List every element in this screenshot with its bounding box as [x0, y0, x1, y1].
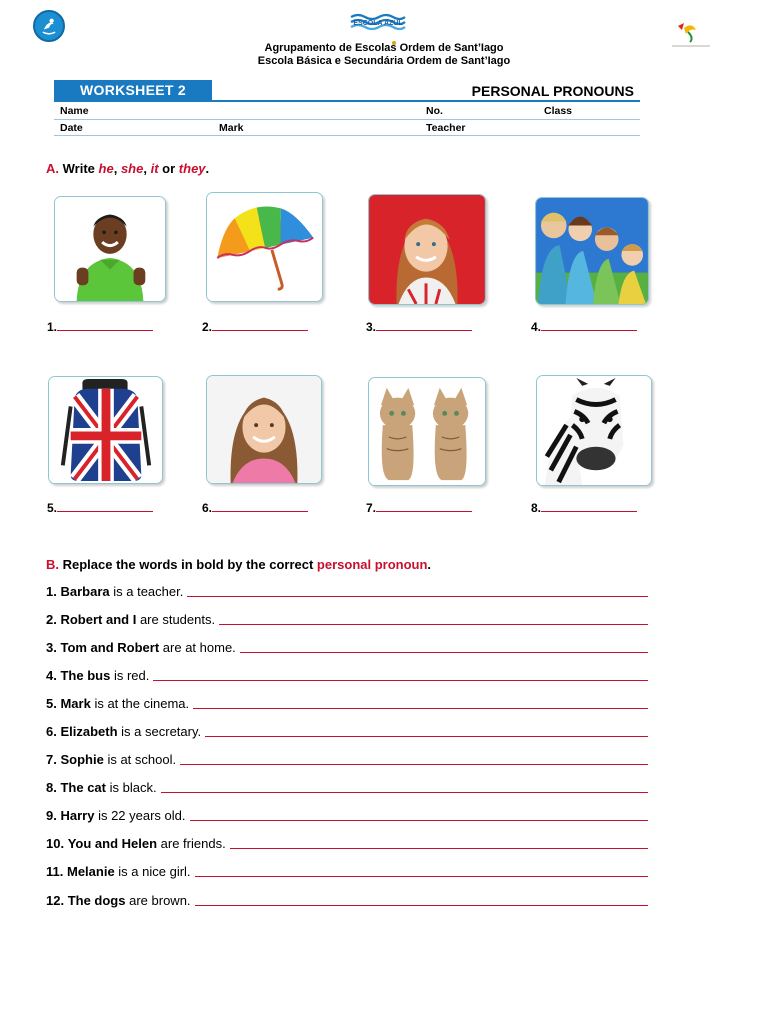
- pronoun-he: he: [98, 161, 114, 176]
- sentence-number: 11.: [46, 864, 64, 879]
- sentence-number: 8.: [46, 780, 57, 795]
- group-of-children-image: [535, 197, 649, 305]
- sentence-number: 7.: [46, 752, 57, 767]
- answer-line[interactable]: [366, 318, 472, 334]
- sentence-row: [46, 808, 648, 823]
- pronoun-she: she: [120, 161, 144, 176]
- escola-azul-logo: [349, 12, 407, 46]
- answer-line[interactable]: [531, 318, 637, 334]
- sentence-number: 5.: [46, 696, 57, 711]
- answer-blank[interactable]: [541, 499, 637, 512]
- item-number: 6.: [202, 501, 213, 515]
- answer-blank[interactable]: [57, 499, 153, 512]
- boy-thumbs-up-image: [54, 196, 166, 302]
- sentence-number: 10.: [46, 836, 65, 851]
- sentence-number: 6.: [46, 724, 57, 739]
- sentence-row: [46, 640, 648, 655]
- field-row-divider: [54, 119, 640, 120]
- mark-field-label: Mark: [219, 122, 244, 134]
- sentence-bold-words: Elizabeth: [60, 724, 118, 739]
- sentence-text: [46, 612, 219, 627]
- sentence-bold-words: The cat: [60, 780, 106, 795]
- sentence-text: [46, 808, 190, 823]
- sentence-rest: are brown.: [129, 893, 191, 908]
- sentence-row: [46, 864, 648, 879]
- sentence-row: [46, 752, 648, 767]
- union-jack-backpack-image: [48, 376, 163, 484]
- sentence-number: 3.: [46, 640, 57, 655]
- school-name: Escola Básica e Secundária Ordem de Sant’Iago: [257, 55, 511, 67]
- umbrella-image: [206, 192, 323, 302]
- smiling-girl-image: [206, 375, 322, 484]
- item-number: 3.: [366, 320, 377, 334]
- item-number: 4.: [531, 320, 542, 334]
- sentence-rest: is black.: [109, 780, 157, 795]
- answer-blank[interactable]: [376, 318, 472, 331]
- sentence-rest: are students.: [139, 612, 216, 627]
- item-number: 2.: [202, 320, 213, 334]
- worksheet-badge: WORKSHEET 2: [54, 80, 212, 100]
- answer-blank[interactable]: [212, 318, 308, 331]
- sentence-number: 12.: [46, 893, 65, 908]
- pronoun-it: it: [150, 161, 159, 176]
- sentence-text: [46, 864, 195, 879]
- teacher-field-label: Teacher: [426, 122, 466, 134]
- sentence-rest: is red.: [113, 668, 150, 683]
- answer-blank[interactable]: [541, 318, 637, 331]
- section-b-text: Replace the words in bold by the correct: [62, 557, 314, 572]
- answer-blank[interactable]: [376, 499, 472, 512]
- section-a-instruction: [46, 161, 209, 176]
- answer-line[interactable]: [202, 318, 308, 334]
- sentence-bold-words: Melanie: [66, 864, 115, 879]
- school-group-logo: [33, 10, 65, 42]
- section-b-instruction: [46, 557, 431, 572]
- answer-line[interactable]: [195, 895, 648, 906]
- answer-line[interactable]: [202, 499, 308, 515]
- answer-line[interactable]: [531, 499, 637, 515]
- sentence-text: [46, 836, 230, 851]
- number-field-label: No.: [426, 105, 443, 117]
- two-kittens-image: [368, 377, 486, 486]
- answer-line[interactable]: [230, 838, 648, 849]
- item-number: 5.: [47, 501, 58, 515]
- answer-line[interactable]: [240, 642, 648, 653]
- class-field-label: Class: [544, 105, 573, 117]
- answer-line[interactable]: [193, 698, 648, 709]
- sentence-number: 2.: [46, 612, 57, 627]
- sentence-row: [46, 696, 648, 711]
- period: .: [427, 557, 432, 572]
- sentence-bold-words: Harry: [60, 808, 95, 823]
- answer-line[interactable]: [366, 499, 472, 515]
- sentence-rest: is a teacher.: [113, 584, 184, 599]
- sentence-bold-words: Sophie: [60, 752, 104, 767]
- sentence-row: [46, 612, 648, 627]
- section-b-highlight: personal pronoun: [316, 557, 428, 572]
- answer-line[interactable]: [153, 670, 648, 681]
- girl-red-background-image: [368, 194, 486, 305]
- sentence-bold-words: Mark: [60, 696, 91, 711]
- sentence-rest: is at school.: [107, 752, 177, 767]
- pronoun-they: they: [178, 161, 206, 176]
- item-number: 7.: [366, 501, 377, 515]
- comma: ,: [113, 161, 118, 176]
- sentence-rest: is a secretary.: [121, 724, 202, 739]
- section-b-letter: B.: [46, 557, 59, 572]
- sentence-rest: is a nice girl.: [118, 864, 191, 879]
- sentence-row: [46, 668, 648, 683]
- answer-line[interactable]: [47, 499, 153, 515]
- zebra-image: [536, 375, 652, 486]
- sentence-text: [46, 640, 240, 655]
- escola-azul-label: ESCOLA AZUL: [353, 20, 403, 27]
- answer-line[interactable]: [195, 866, 648, 877]
- sentence-number: 1.: [46, 584, 57, 599]
- sentence-text: [46, 780, 161, 795]
- answer-line[interactable]: [190, 810, 649, 821]
- sentence-row: [46, 836, 648, 851]
- sentence-text: [46, 724, 205, 739]
- header-rule: [54, 100, 640, 102]
- sentence-bold-words: The bus: [60, 668, 111, 683]
- answer-line[interactable]: [180, 754, 648, 765]
- sentence-text: [46, 584, 187, 599]
- sentence-row: [46, 780, 648, 795]
- write-word: Write: [62, 161, 95, 176]
- item-number: 8.: [531, 501, 542, 515]
- answer-line[interactable]: [205, 726, 648, 737]
- sentence-rest: are at home.: [162, 640, 236, 655]
- sentence-bold-words: Barbara: [60, 584, 110, 599]
- sentence-bold-words: The dogs: [67, 893, 126, 908]
- sentence-text: [46, 696, 193, 711]
- date-field-label: Date: [60, 122, 83, 134]
- answer-line[interactable]: [219, 614, 648, 625]
- sentence-text: [46, 893, 195, 908]
- comma: ,: [143, 161, 147, 176]
- period: .: [205, 161, 210, 176]
- sentence-rest: is at the cinema.: [94, 696, 190, 711]
- answer-line[interactable]: [161, 782, 648, 793]
- item-number: 1.: [47, 320, 58, 334]
- answer-blank[interactable]: [212, 499, 308, 512]
- field-row-bottom-rule: [54, 135, 640, 136]
- sentence-bold-words: Robert and I: [60, 612, 137, 627]
- sentence-row: [46, 724, 648, 739]
- sentence-text: [46, 668, 153, 683]
- section-a-letter: A.: [46, 161, 59, 176]
- sentence-bold-words: Tom and Robert: [60, 640, 160, 655]
- sentence-rest: are friends.: [160, 836, 226, 851]
- answer-line[interactable]: [187, 586, 648, 597]
- school-group-name: Agrupamento de Escolas Ordem de Sant’Iago: [264, 42, 504, 54]
- answer-line[interactable]: [47, 318, 153, 334]
- worksheet-topic: PERSONAL PRONOUNS: [471, 83, 634, 99]
- sentence-text: [46, 752, 180, 767]
- sentence-number: 9.: [46, 808, 57, 823]
- answer-blank[interactable]: [57, 318, 153, 331]
- sentence-number: 4.: [46, 668, 57, 683]
- sentence-row: [46, 893, 648, 908]
- sentence-rest: is 22 years old.: [98, 808, 186, 823]
- name-field-label: Name: [60, 105, 89, 117]
- or-word: or: [162, 161, 176, 176]
- sentence-row: [46, 584, 648, 599]
- sentence-bold-words: You and Helen: [67, 836, 158, 851]
